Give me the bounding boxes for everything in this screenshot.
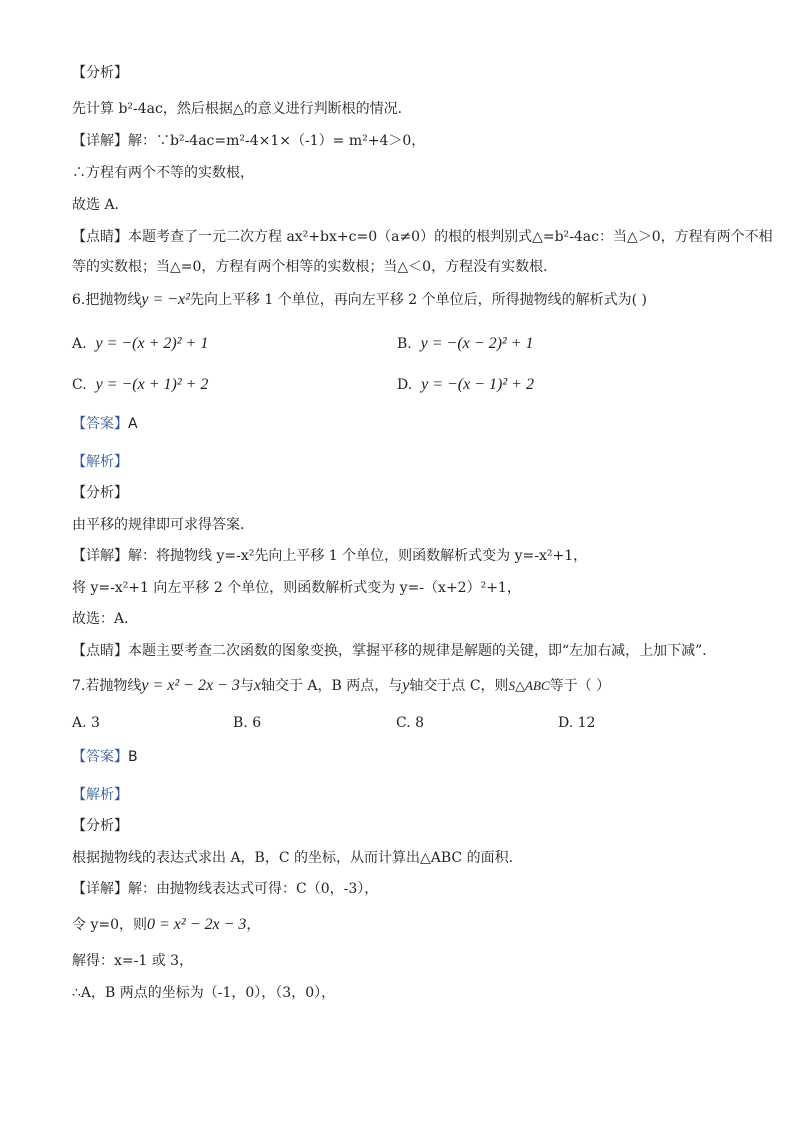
q6-option-a: A. y = −(x + 2)² + 1	[72, 335, 209, 352]
q7-analysis-heading: 【分析】	[72, 818, 128, 834]
q7-option-b: B. 6	[233, 715, 262, 731]
q6-stem: 6.把抛物线y = −x²先向上平移 1 个单位，再向左平移 2 个单位后，所得抛物线的解析式为( )	[72, 291, 647, 308]
q6-detail: 【详解】解：将抛物线 y=-x²先向上平移 1 个单位，则函数解析式变为 y=-x²+1，	[72, 548, 588, 564]
q5-analysis-text: 先计算 b²-4ac，然后根据△的意义进行判断根的情况．	[72, 101, 412, 117]
q5-comment-line1: 【点睛】本题考查了一元二次方程 ax²+bx+c=0（a≠0）的根的根判别式△=b²-4ac：当△＞0，方程有两个不相	[72, 229, 773, 245]
q6-option-b: B. y = −(x − 2)² + 1	[397, 335, 534, 352]
q6-option-c: C. y = −(x + 1)² + 2	[72, 376, 209, 393]
q5-conclusion: ∴方程有两个不等的实数根，	[72, 165, 254, 181]
q6-solution-heading: 【解析】	[72, 454, 128, 470]
q6-step2: 将 y=-x²+1 向左平移 2 个单位，则函数解析式变为 y=-（x+2）²+1，	[72, 580, 521, 596]
q7-detail: 【详解】解：由抛物线表达式可得：C（0，-3），	[72, 881, 379, 897]
q7-option-a: A. 3	[72, 715, 100, 731]
q6-choice: 故选：A．	[72, 611, 139, 627]
q5-analysis-heading: 【分析】	[72, 65, 128, 81]
q7-step2: 令 y=0，则0 = x² − 2x − 3，	[72, 916, 261, 933]
q7-step3: 解得：x=-1 或 3，	[72, 953, 194, 969]
q7-analysis-text: 根据抛物线的表达式求出 A，B，C 的坐标，从而计算出△ABC 的面积.	[72, 850, 514, 866]
q6-analysis-heading: 【分析】	[72, 485, 128, 501]
q5-comment-line2: 等的实数根；当△=0，方程有两个相等的实数根；当△＜0，方程没有实数根．	[72, 259, 558, 275]
q6-comment: 【点睛】本题主要考查二次函数的图象变换，掌握平移的规律是解题的关键，即“左加右减，上加下减”．	[72, 643, 717, 659]
q7-step4: ∴A，B 两点的坐标为（-1，0），（3，0），	[72, 985, 336, 1001]
q7-stem: 7.若抛物线y = x² − 2x − 3与x轴交于 A，B 两点，与y轴交于点 C，则S△ABC等于（ ）	[72, 677, 611, 694]
q7-option-d: D. 12	[558, 715, 596, 731]
q7-option-c: C. 8	[396, 715, 425, 731]
q6-analysis-text: 由平移的规律即可求得答案．	[72, 517, 254, 533]
q6-option-d: D. y = −(x − 1)² + 2	[397, 376, 534, 393]
q5-detail: 【详解】解：∵b²-4ac=m²-4×1×（-1）= m²+4＞0，	[72, 133, 426, 149]
q7-answer: 【答案】B	[72, 749, 138, 765]
q6-answer: 【答案】A	[72, 416, 138, 432]
q7-solution-heading: 【解析】	[72, 787, 128, 803]
q5-choice: 故选 A．	[72, 197, 129, 213]
